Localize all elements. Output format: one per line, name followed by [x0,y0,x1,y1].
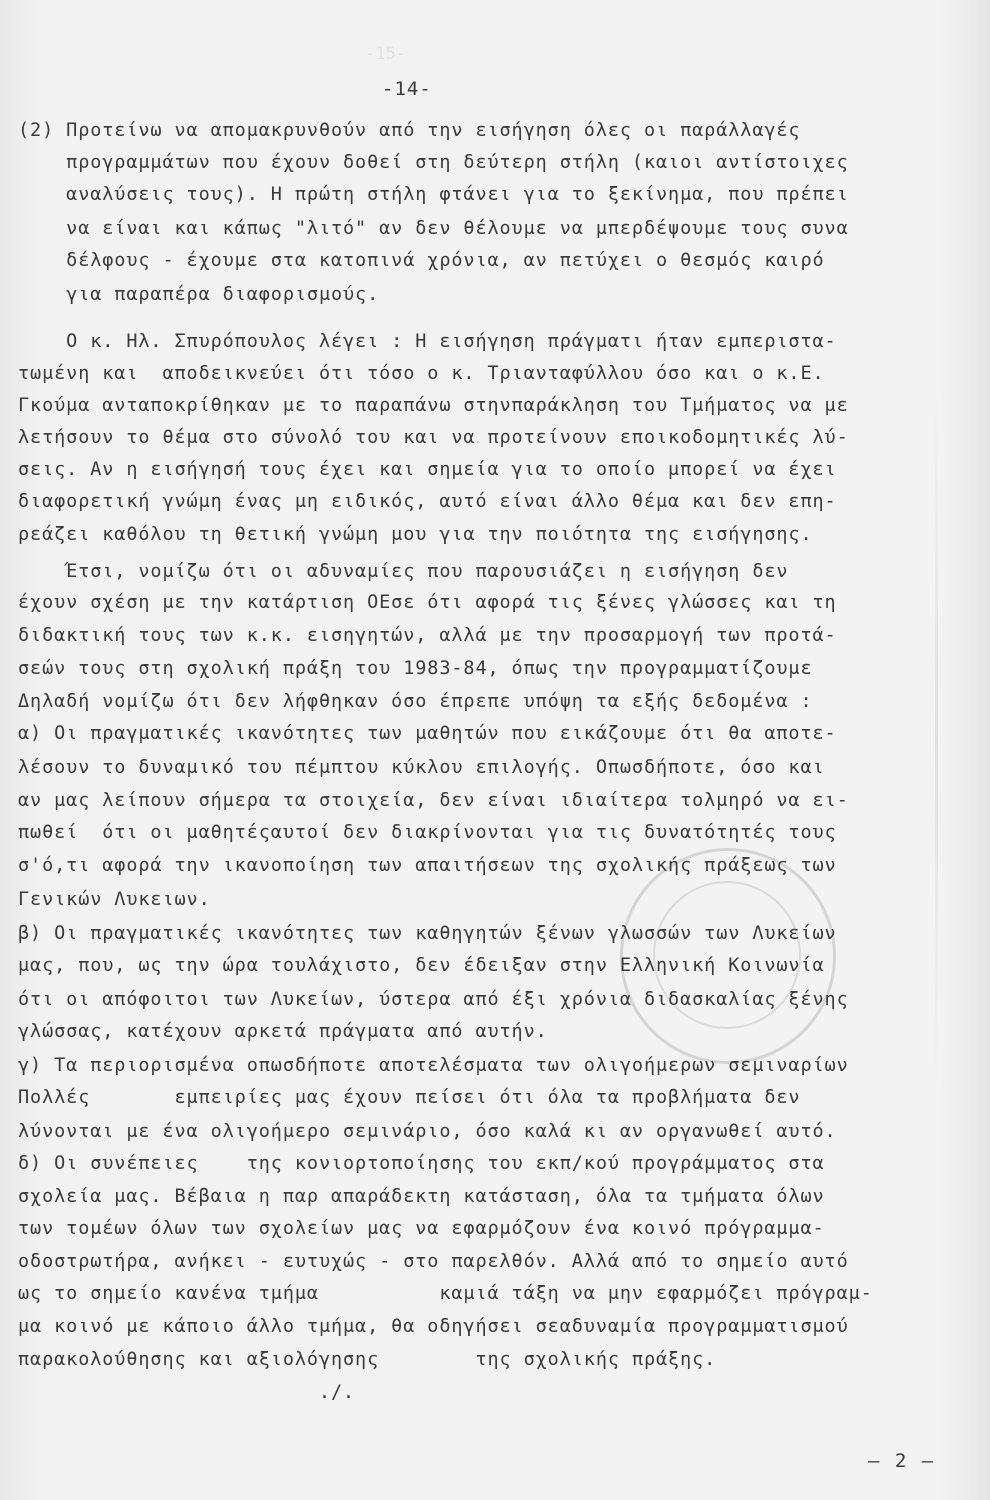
text-line: διδακτική τους των κ.κ. εισηγητών, αλλά με την προσαρμογή των προτά- [18,625,837,646]
text-line: να είναι και κάπως "λιτό" αν δεν θέλουμε να μπερδέψουμε τους συνα [18,218,849,239]
text-line: ως το σημείο κανένα τμήμα καμιά τάξη να μην εφαρμόζει πρόγραμ- [18,1283,873,1304]
text-line: Γενικών Λυκειων. [18,889,211,910]
text-line: ρεάζει καθόλου τη θετική γνώμη μου για την ποιότητα της εισήγησης. [18,524,813,545]
text-line: λύνονται με ένα ολιγοήμερο σεμινάριο, όσο καλά κι αν οργανωθεί αυτό. [18,1121,837,1142]
bleed-through-page-number: -15- [365,44,406,64]
text-line: Γκούμα ανταποκρίθηκαν με το παραπάνω στηνπαράκληση του Τμήματος να με [18,395,849,416]
text-line: Έτσι, νομίζω ότι οι αδυναμίες που παρουσιάζει η εισήγηση δεν [18,561,789,582]
text-line: ότι οι απόφοιτοι των Λυκείων, ύστερα από έξι χρόνια διδασκαλίας ξένης [18,989,849,1010]
text-line: σ'ό,τι αφορά την ικανοποίηση των απαιτήσεων της σχολικής πράξεως των [18,855,837,876]
text-line: τωμένη και αποδεικνεύει ότι τόσο ο κ. Τριανταφύλλου όσο και ο κ.Ε. [18,363,825,384]
text-line: πωθεί ότι οι μαθητέςαυτοί δεν διακρίνονται για τις δυνατότητές τους [18,822,837,843]
text-line: σχολεία μας. Βέβαια η παρ απαράδεκτη κατάσταση, όλα τα τμήματα όλων [18,1186,825,1207]
text-line: αν μας λείπουν σήμερα τα στοιχεία, δεν είναι ιδιαίτερα τολμηρό να ει- [18,790,849,811]
text-line: γ) Τα περιορισμένα οπωσδήποτε αποτελέσματα των ολιγοήμερων σεμιναρίων [18,1055,849,1076]
text-line: δέλφους - έχουμε στα κατοπινά χρόνια, αν πετύχει ο θεσμός καιρό [18,250,825,271]
text-line: (2) Προτείνω να απομακρυνθούν από την εισήγηση όλες οι παράλλαγές [18,120,801,141]
text-line: δ) Οι συνέπειες της κονιορτοποίησης του εκπ/κού προγράμματος στα [18,1153,825,1174]
text-line: των τομέων όλων των σχολείων μας να εφαρμόζουν ένα κοινό πρόγραμμα- [18,1218,825,1239]
text-line: σεών τους στη σχολική πράξη του 1983-84, όπως την προγραμματίζουμε [18,658,813,679]
text-line: για παραπέρα διαφορισμούς. [18,284,380,305]
footer-page-mark: – 2 – [868,1450,936,1472]
text-line: διαφορετική γνώμη ένας μη ειδικός, αυτό είναι άλλο θέμα και δεν επη- [18,491,837,512]
text-line: προγραμμάτων που έχουν δοθεί στη δεύτερη στήλη (καιοι αντίστοιχες [18,152,849,173]
text-line: μα κοινό με κάποιο άλλο τμήμα, θα οδηγήσει σεαδυναμία προγραμματισμού [18,1316,849,1337]
text-line: ./. [18,1382,356,1403]
text-line: παρακολούθησης και αξιολόγησης της σχολικής πράξης. [18,1349,717,1370]
text-line: έχουν σχέση με την κατάρτιση ΟΕσε ότι αφορά τις ξένες γλώσσες και τη [18,592,837,613]
text-line: Ο κ. Ηλ. Σπυρόπουλος λέγει : Η εισήγηση πράγματι ήταν εμπεριστα- [18,331,837,352]
page-number: -14- [382,78,432,100]
text-line: α) Οι πραγματικές ικανότητες των μαθητών που εικάζουμε ότι θα αποτε- [18,723,837,744]
text-line: λετήσουν το θέμα στο σύνολό του και να προτείνουν εποικοδομητικές λύ- [18,427,849,448]
text-line: γλώσσας, κατέχουν αρκετά πράγματα από αυτήν. [18,1021,548,1042]
text-line: Δηλαδή νομίζω ότι δεν λήφθηκαν όσο έπρεπε υπόψη τα εξής δεδομένα : [18,691,813,712]
margin-shadow [935,390,938,1090]
text-line: μας, που, ως την ώρα τουλάχιστο, δεν έδειξαν στην Ελληνική Κοινωνία [18,955,825,976]
text-line: οδοστρωτήρα, ανήκει - ευτυχώς - στο παρελθόν. Αλλά από το σημείο αυτό [18,1251,849,1272]
text-line: αναλύσεις τους). Η πρώτη στήλη φτάνει για το ξεκίνημα, που πρέπει [18,184,849,205]
text-line: β) Οι πραγματικές ικανότητες των καθηγητών ξένων γλωσσών των Λυκείων [18,923,837,944]
text-line: σεις. Αν η εισήγησή τους έχει και σημεία για το οποίο μπορεί να έχει [18,459,837,480]
text-line: λέσουν το δυναμικό του πέμπτου κύκλου επιλογής. Οπωσδήποτε, όσο και [18,757,825,778]
text-line: Πολλές εμπειρίες μας έχουν πείσει ότι όλα τα προβλήματα δεν [18,1087,801,1108]
